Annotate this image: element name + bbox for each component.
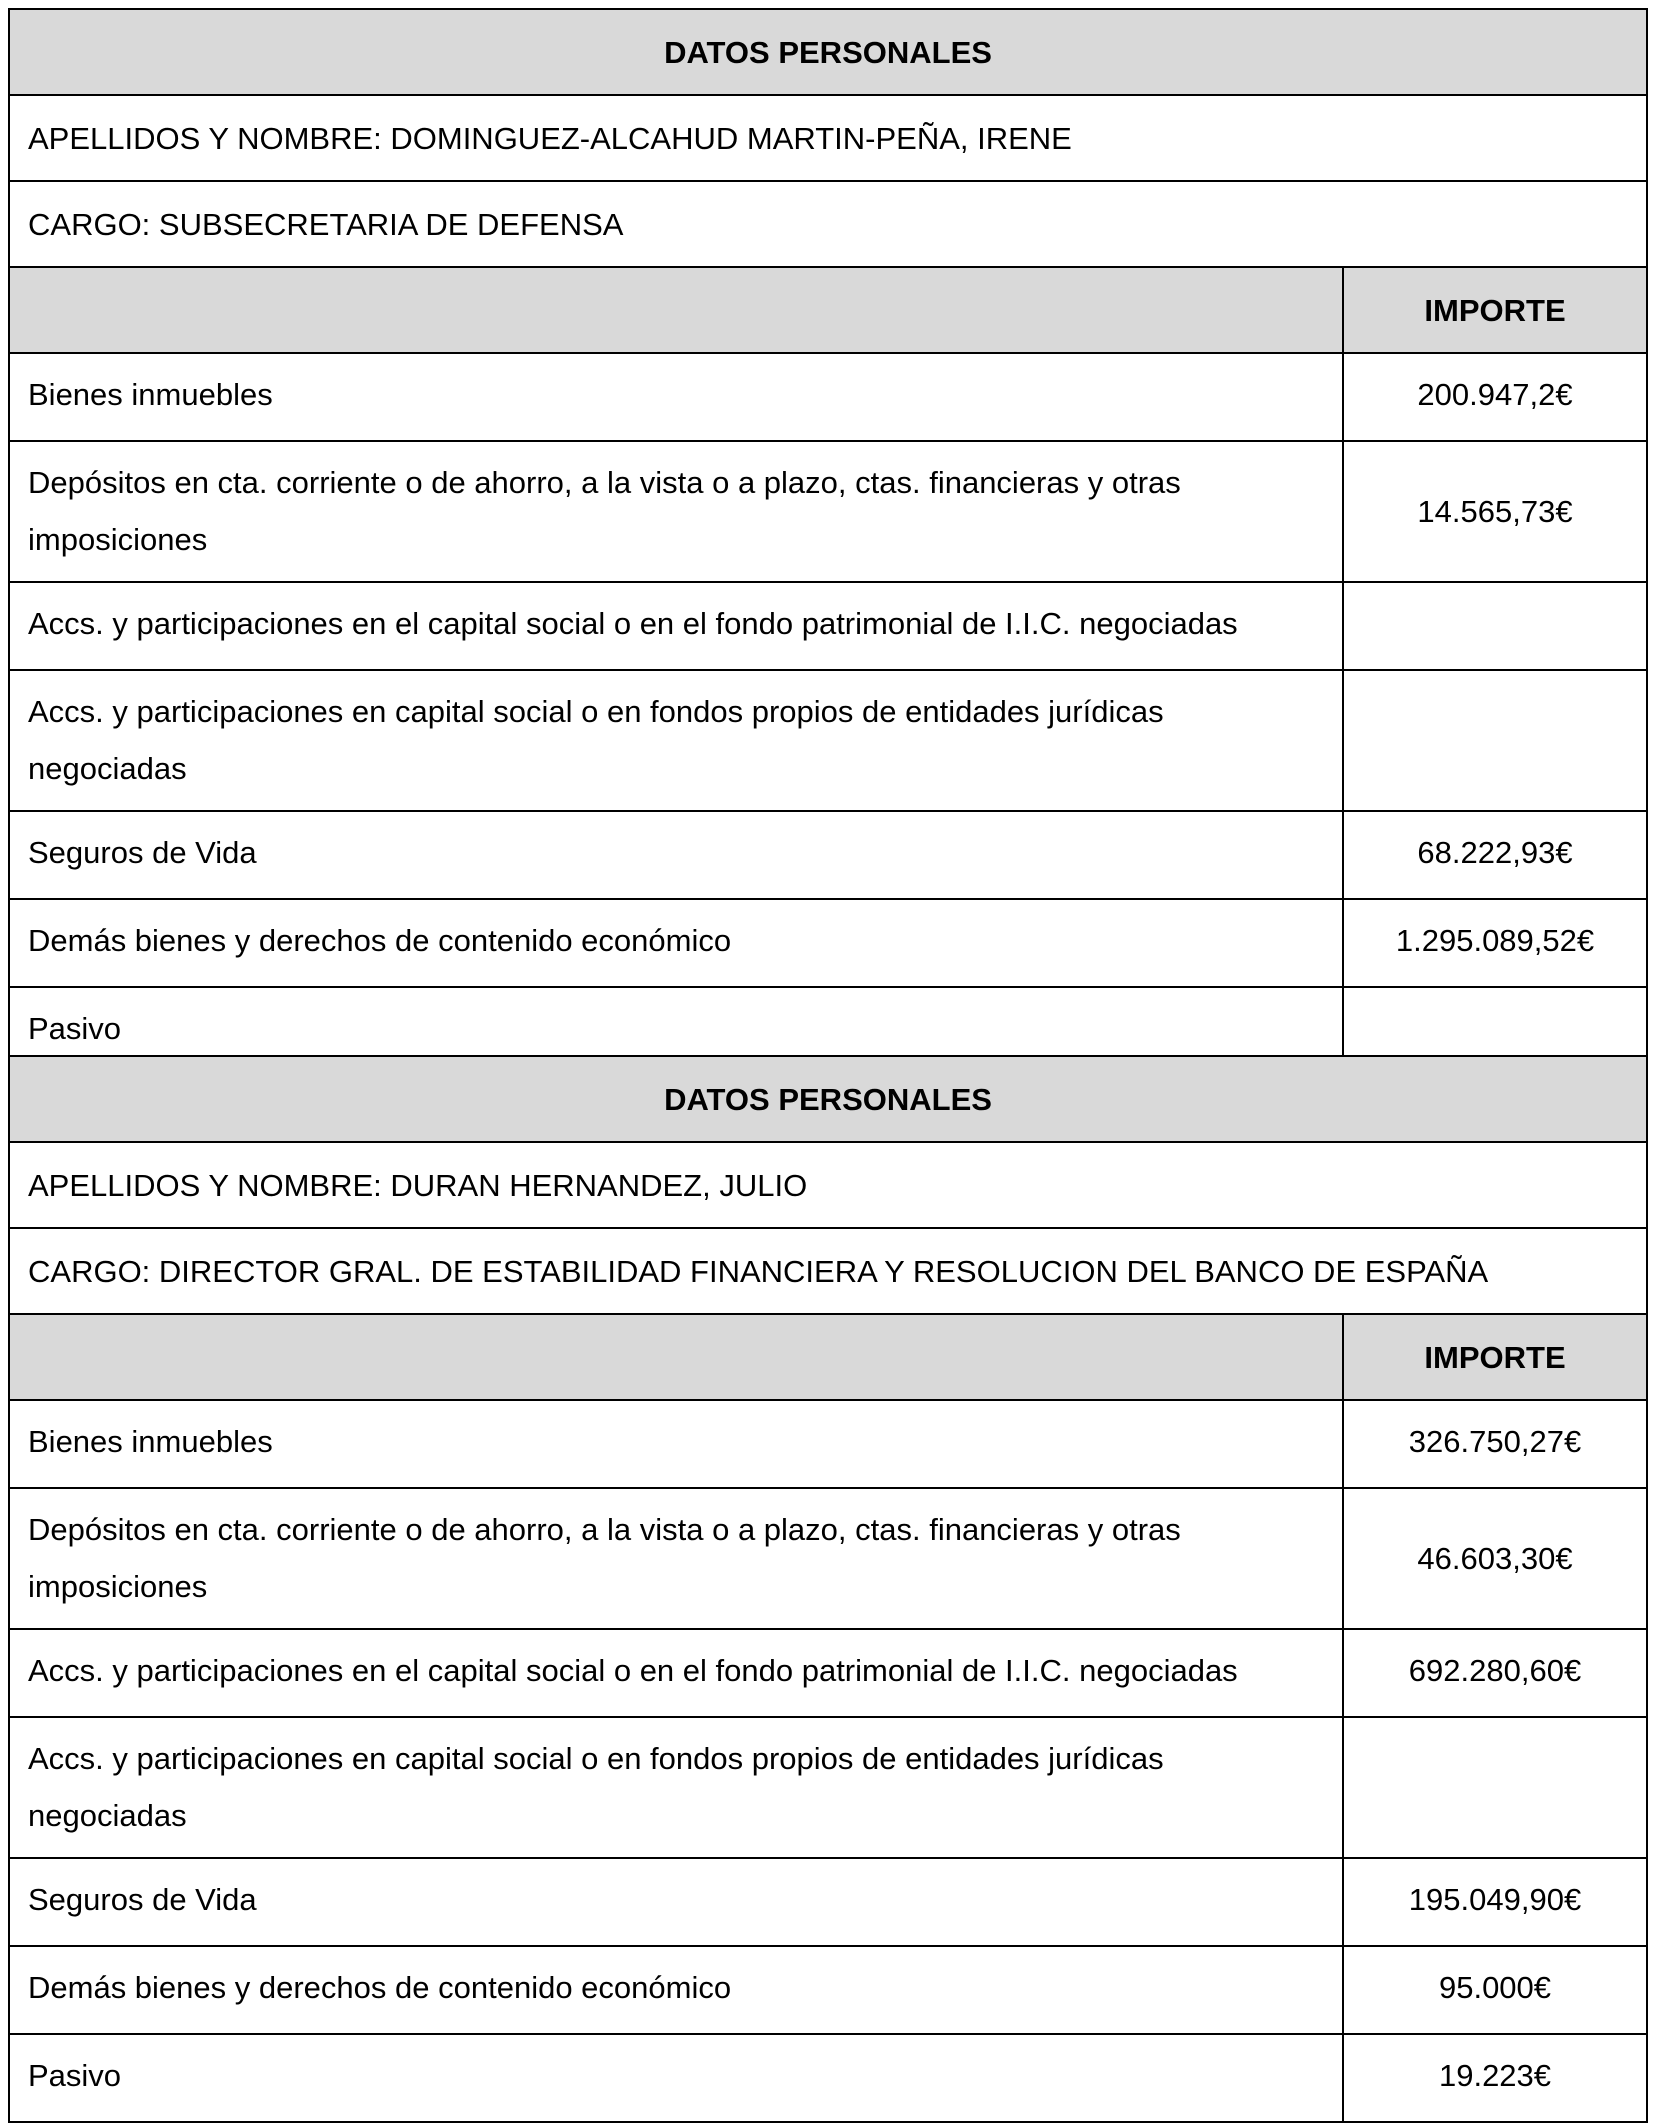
- table-row: [9, 2034, 1647, 2122]
- table-row: [9, 1488, 1647, 1629]
- name-line: APELLIDOS Y NOMBRE: DURAN HERNANDEZ, JULIO: [9, 1142, 1647, 1228]
- table-row: [9, 1717, 1647, 1858]
- amount-cell: 14.565,73€: [1343, 441, 1647, 582]
- concept-cell: Accs. y participaciones en capital social o en fondos propios de entidades jurídicas negociadas: [9, 670, 1343, 811]
- concept-cell: Seguros de Vida: [9, 811, 1343, 899]
- amount-cell: 195.049,90€: [1343, 1858, 1647, 1946]
- amount-cell: [1343, 1717, 1647, 1858]
- concept-cell: Pasivo: [9, 2034, 1343, 2122]
- amount-cell: 200.947,2€: [1343, 353, 1647, 441]
- declaration-table-2: [8, 1055, 1648, 2123]
- concept-header-cell: [9, 1314, 1343, 1400]
- table-row: [9, 353, 1647, 441]
- concept-cell: Pasivo: [9, 987, 1343, 1075]
- concept-cell: Accs. y participaciones en el capital social o en el fondo patrimonial de I.I.C. negociadas: [9, 582, 1343, 670]
- concept-cell: Accs. y participaciones en capital social o en fondos propios de entidades jurídicas negociadas: [9, 1717, 1343, 1858]
- declaration-table-1: [8, 8, 1648, 1076]
- name-row: [9, 95, 1647, 181]
- table-row: [9, 582, 1647, 670]
- concept-cell: Bienes inmuebles: [9, 353, 1343, 441]
- table-row: [9, 1400, 1647, 1488]
- table-row: [9, 811, 1647, 899]
- amount-header-row: [9, 267, 1647, 353]
- amount-cell: 95.000€: [1343, 1946, 1647, 2034]
- section-header-row: [9, 1056, 1647, 1142]
- amount-cell: 326.750,27€: [1343, 1400, 1647, 1488]
- amount-cell: 19.223€: [1343, 2034, 1647, 2122]
- section-header-row: [9, 9, 1647, 95]
- concept-cell: Demás bienes y derechos de contenido económico: [9, 899, 1343, 987]
- concept-cell: Accs. y participaciones en el capital social o en el fondo patrimonial de I.I.C. negociadas: [9, 1629, 1343, 1717]
- concept-cell: Seguros de Vida: [9, 1858, 1343, 1946]
- table-row: [9, 1946, 1647, 2034]
- concept-cell: Depósitos en cta. corriente o de ahorro, a la vista o a plazo, ctas. financieras y otras imposiciones: [9, 441, 1343, 582]
- amount-header: IMPORTE: [1343, 267, 1647, 353]
- name-row: [9, 1142, 1647, 1228]
- amount-cell: 68.222,93€: [1343, 811, 1647, 899]
- amount-cell: 1.295.089,52€: [1343, 899, 1647, 987]
- concept-cell: Demás bienes y derechos de contenido económico: [9, 1946, 1343, 2034]
- table-row: [9, 1629, 1647, 1717]
- position-line: CARGO: SUBSECRETARIA DE DEFENSA: [9, 181, 1647, 267]
- position-row: [9, 181, 1647, 267]
- concept-cell: Bienes inmuebles: [9, 1400, 1343, 1488]
- amount-cell: 692.280,60€: [1343, 1629, 1647, 1717]
- table-row: [9, 1858, 1647, 1946]
- table-row: [9, 441, 1647, 582]
- table-row: [9, 670, 1647, 811]
- amount-header: IMPORTE: [1343, 1314, 1647, 1400]
- section-title: DATOS PERSONALES: [9, 9, 1647, 95]
- amount-cell: [1343, 670, 1647, 811]
- concept-cell: Depósitos en cta. corriente o de ahorro, a la vista o a plazo, ctas. financieras y otras imposiciones: [9, 1488, 1343, 1629]
- position-line: CARGO: DIRECTOR GRAL. DE ESTABILIDAD FINANCIERA Y RESOLUCION DEL BANCO DE ESPAÑA: [9, 1228, 1647, 1314]
- concept-header-cell: [9, 267, 1343, 353]
- amount-cell: 46.603,30€: [1343, 1488, 1647, 1629]
- table-row: [9, 899, 1647, 987]
- position-row: [9, 1228, 1647, 1314]
- amount-header-row: [9, 1314, 1647, 1400]
- amount-cell: [1343, 582, 1647, 670]
- section-title: DATOS PERSONALES: [9, 1056, 1647, 1142]
- name-line: APELLIDOS Y NOMBRE: DOMINGUEZ-ALCAHUD MARTIN-PEÑA, IRENE: [9, 95, 1647, 181]
